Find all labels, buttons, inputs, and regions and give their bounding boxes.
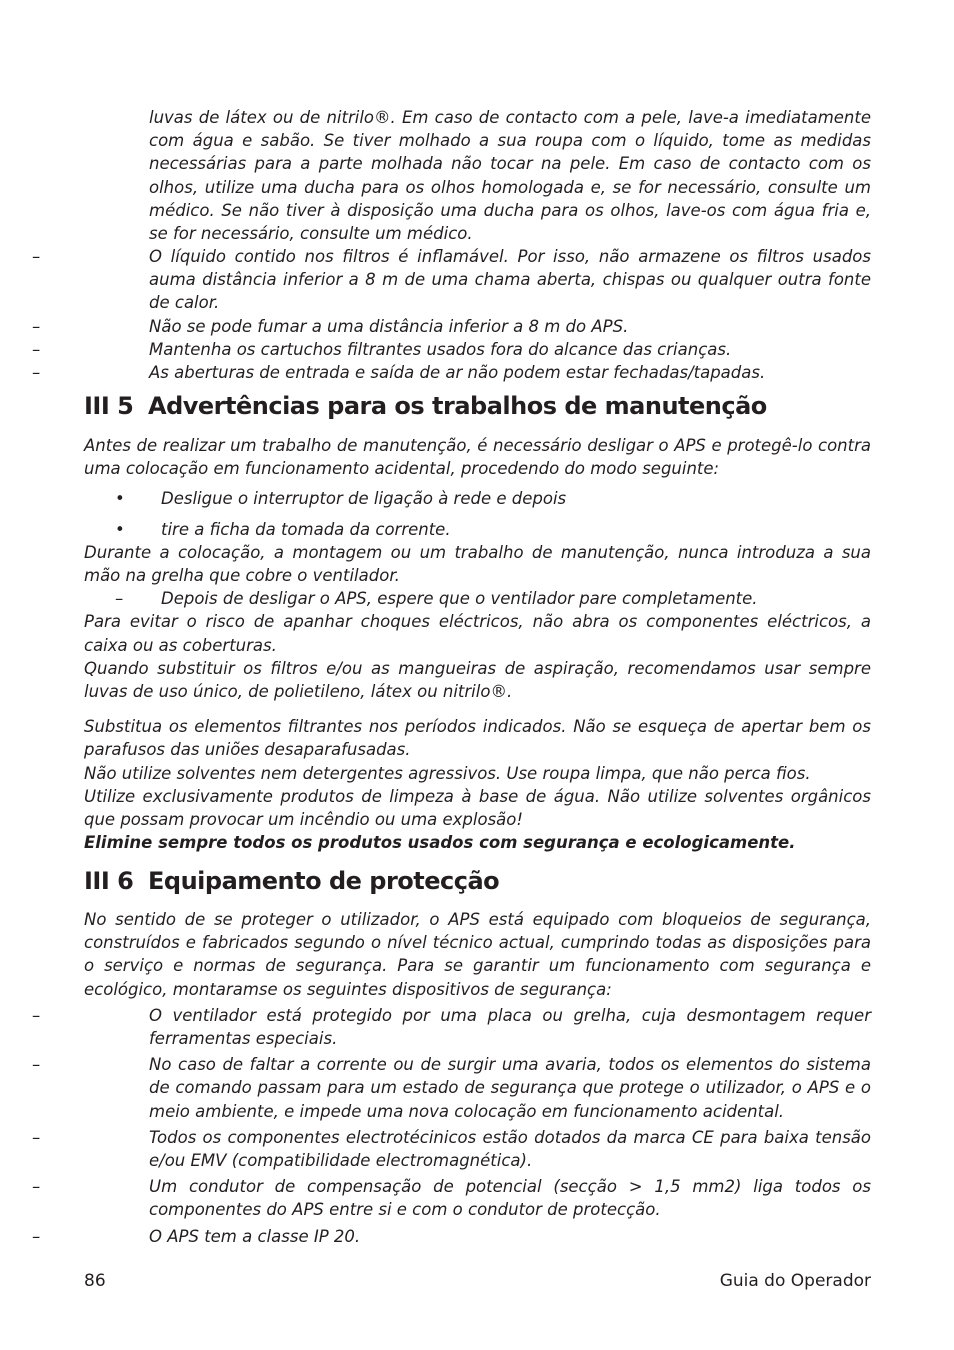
paragraph: Antes de realizar um trabalho de manutenção, é necessário desligar o APS e protegê-lo contra uma colocação em funcionamento acidental, procedendo do modo seguinte: <box>84 436 871 479</box>
footer-title: Guia do Operador <box>719 1271 871 1291</box>
paragraph: Durante a colocação, a montagem ou um trabalho de manutenção, nunca introduza a sua mão na grelha que cobre o ventilador. <box>84 542 871 586</box>
section-number: III 5 <box>84 392 134 420</box>
bullet-marker: • <box>115 519 125 539</box>
list-item: – Mantenha os cartuchos filtrantes usados fora do alcance das crianças. <box>84 338 871 361</box>
paragraph-emphasis: Elimine sempre todos os produtos usados com segurança e ecologicamente. <box>84 833 796 853</box>
paragraph: Utilize exclusivamente produtos de limpeza à base de água. Não utilize solventes orgânicos que possam provocar um incêndio ou uma explosão! <box>84 786 871 830</box>
continuation-paragraph: luvas de látex ou de nitrilo®. Em caso de contacto com a pele, lave-a imediatamente com água e sabão. Se tiver molhado a sua roupa com o líquido, tome as medidas necessárias para a parte molhada não tocar na pele. Em caso de contacto com os olhos, utilize uma ducha para os olhos homologada e, se for necessário, consulte um médico. Se não tiver à disposição uma ducha para os olhos, lave-os com água fria e, se for necessário, consulte um médico. <box>149 108 871 244</box>
list-item: – O líquido contido nos filtros é inflamável. Por isso, não armazene os filtros usados auma distância inferior a 8 m de uma chama aberta, chispas ou qualquer outra fonte de calor. <box>32 247 871 313</box>
section-title: Advertências para os trabalhos de manutenção <box>148 392 767 420</box>
dash-marker: – <box>32 363 41 383</box>
paragraph: No sentido de se proteger o utilizador, o APS está equipado com bloqueios de segurança, construídos e fabricados segundo o nível técnico actual, cumprindo todas as disposições para o serviço e normas de segurança. Para se garantir um funcionamento com segurança e ecológico, montaramse os seguintes dispositivos de segurança: <box>84 910 871 999</box>
dash-marker: – <box>32 1226 41 1246</box>
safety-list <box>32 245 871 384</box>
dash-marker: – <box>115 589 124 609</box>
dash-marker: – <box>32 1177 41 1197</box>
list-item: • tire a ficha da tomada da corrente. <box>84 518 871 541</box>
section-heading-maintenance <box>84 392 767 420</box>
bullet-marker: • <box>115 489 125 509</box>
paragraph: Não utilize solventes nem detergentes agressivos. Use roupa limpa, que não perca fios. <box>84 763 811 783</box>
page-number: 86 <box>84 1271 106 1291</box>
list-item: – Não se pode fumar a uma distância inferior a 8 m do APS. <box>84 315 871 338</box>
dash-marker: – <box>32 1055 41 1075</box>
section5-body <box>84 434 871 854</box>
section6-body <box>32 908 871 1248</box>
paragraph: Quando substituir os filtros e/ou as mangueiras de aspiração, recomendamos usar sempre luvas de uso único, de polietileno, látex ou nitrilo®. <box>84 658 871 702</box>
dash-marker: – <box>32 247 41 266</box>
dash-marker: – <box>32 316 41 336</box>
paragraph: Para evitar o risco de apanhar choques eléctricos, não abra os componentes eléctricos, a caixa ou as coberturas. <box>84 612 871 655</box>
list-item: – O ventilador está protegido por uma placa ou grelha, cuja desmontagem requer ferramentas especiais. <box>32 1005 871 1049</box>
dash-marker: – <box>32 1005 41 1025</box>
paragraph: Substitua os elementos filtrantes nos períodos indicados. Não se esqueça de apertar bem os parafusos das uniões desaparafusadas. <box>84 717 871 760</box>
list-item: • Desligue o interruptor de ligação à rede e depois <box>84 487 871 510</box>
list-item: – O APS tem a classe IP 20. <box>84 1225 871 1248</box>
list-item: – As aberturas de entrada e saída de ar não podem estar fechadas/tapadas. <box>84 361 871 384</box>
list-item: – Todos os componentes electrotécinicos estão dotados da marca CE para baixa tensão e/ou EMV (compatibilidade electromagnética). <box>32 1127 871 1171</box>
list-item: – Um condutor de compensação de potencial (secção > 1,5 mm2) liga todos os componentes do APS entre si e com o condutor de protecção. <box>32 1177 871 1220</box>
dash-marker: – <box>32 339 41 359</box>
section-title: Equipamento de protecção <box>148 867 500 895</box>
dash-marker: – <box>32 1127 41 1147</box>
section-number: III 6 <box>84 867 134 895</box>
list-item: – No caso de faltar a corrente ou de surgir uma avaria, todos os elementos do sistema de comando passam para um estado de segurança que protege o utilizador, o APS e o meio ambiente, e impede uma nova colocação em funcionamento acidental. <box>32 1055 871 1121</box>
section-heading-protection <box>84 867 499 895</box>
list-item: – Depois de desligar o APS, espere que o ventilador pare completamente. <box>84 587 871 610</box>
